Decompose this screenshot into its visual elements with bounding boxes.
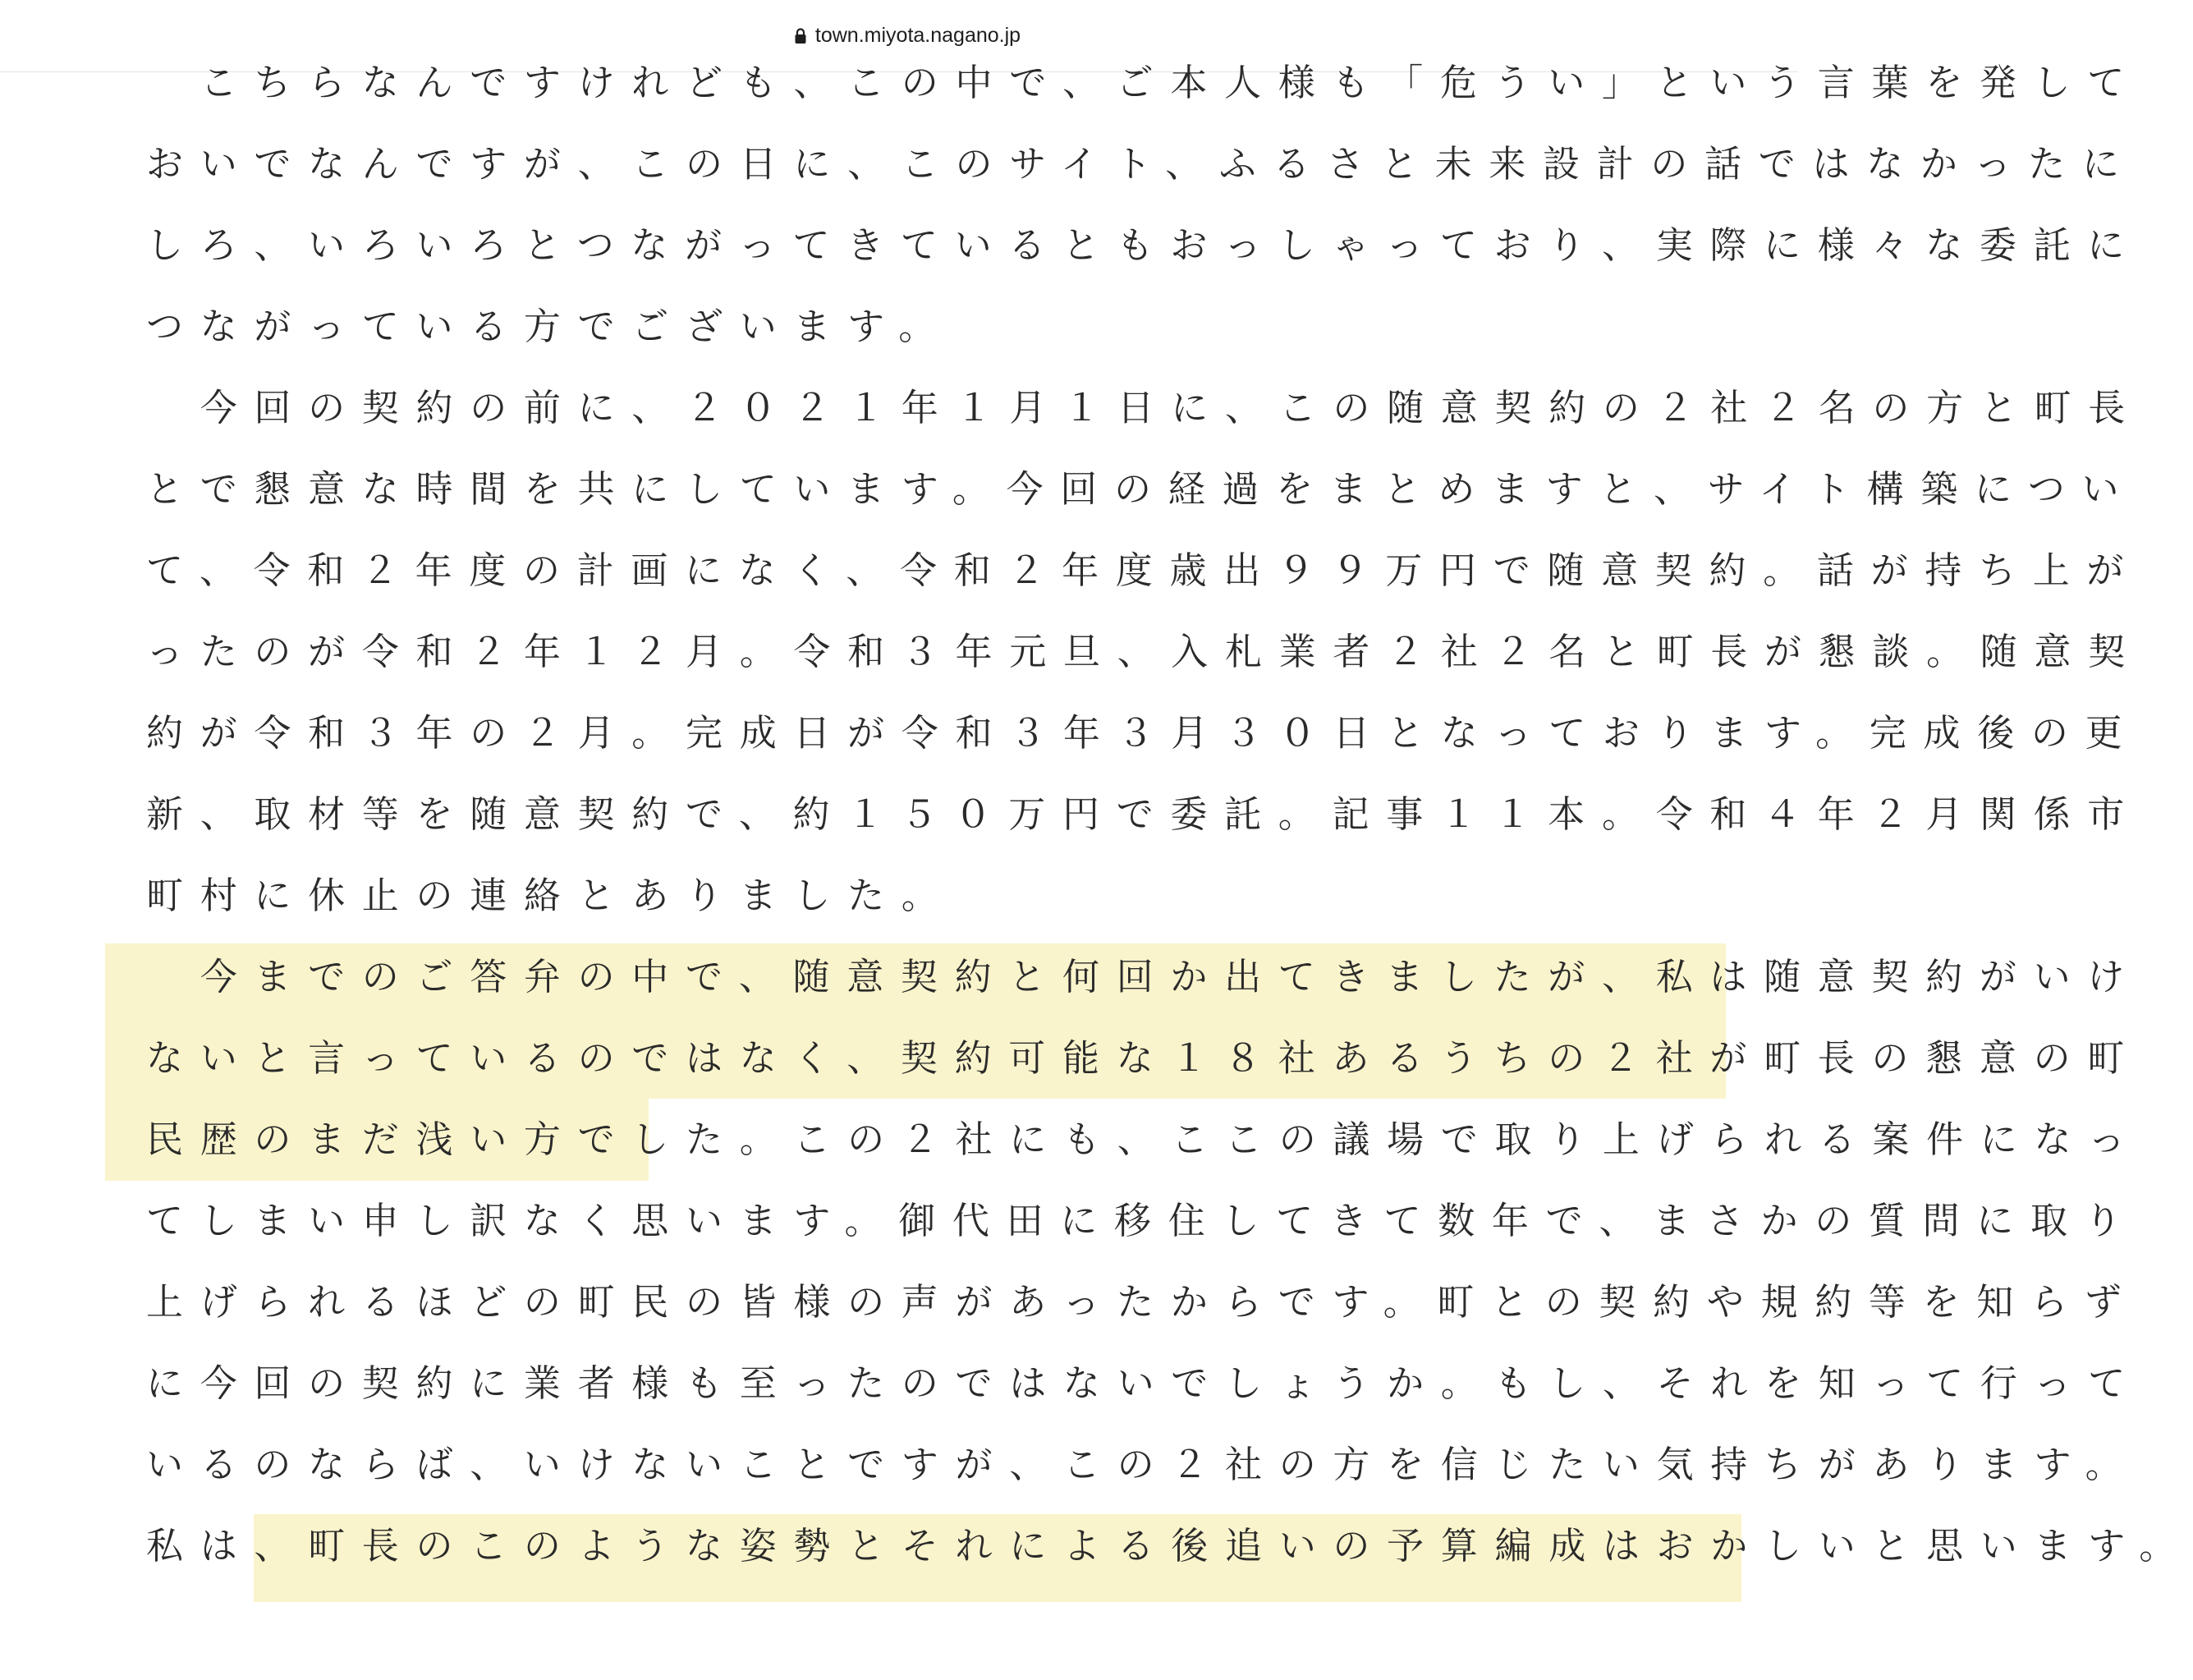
text-line: 町村に休止の連絡とありました。 xyxy=(146,874,956,917)
text-line: おいでなんですが、この日に、このサイト、ふるさと未来設計の話ではなかったに xyxy=(146,142,2136,186)
text-line: て、令和２年度の計画になく、令和２年度歳出９９万円で随意契約。話が持ち上が xyxy=(146,549,2141,592)
text-line: 私は、町長のこのような姿勢とそれによる後追いの予算編成はおかしいと思います。 xyxy=(146,1524,2193,1568)
text-line: に今回の契約に業者様も至ったのではないでしょうか。もし、それを知って行って xyxy=(146,1361,2142,1405)
text-line: 新、取材等を随意契約で、約１５０万円で委託。記事１１本。令和４年２月関係市 xyxy=(146,792,2142,836)
text-line: 今回の契約の前に、２０２１年１月１日に、この随意契約の２社２名の方と町長 xyxy=(146,386,2142,429)
text-line: こちらなんですけれども、この中で、ご本人様も「危うい」という言葉を発して xyxy=(146,61,2142,104)
text-line: 民歴のまだ浅い方でした。この２社にも、ここの議場で取り上げられる案件になっ xyxy=(146,1118,2142,1161)
url-display[interactable] xyxy=(794,24,1021,48)
text-line: とで懇意な時間を共にしています。今回の経過をまとめますと、サイト構築につい xyxy=(146,467,2136,511)
text-line: 今までのご答弁の中で、随意契約と何回か出てきましたが、私は随意契約がいけ xyxy=(146,955,2142,998)
text-line: 上げられるほどの町民の皆様の声があったからです。町との契約や規約等を知らず xyxy=(146,1280,2139,1324)
text-line: つながっている方でございます。 xyxy=(146,305,952,348)
text-line: ないと言っているのではなく、契約可能な１８社あるうちの２社が町長の懇意の町 xyxy=(146,1036,2142,1080)
text-line: しろ、いろいろとつながってきているともおっしゃっており、実際に様々な委託に xyxy=(146,223,2142,267)
url-text: town.miyota.nagano.jp xyxy=(814,24,1021,47)
text-line: いるのならば、いけないことですが、この２社の方を信じたい気持ちがあります。 xyxy=(146,1443,2140,1486)
text-line: 約が令和３年の２月。完成日が令和３年３月３０日となっております。完成後の更 xyxy=(146,711,2140,755)
text-line: てしまい申し訳なく思います。御代田に移住してきて数年で、まさかの質問に取り xyxy=(146,1199,2139,1242)
lock-icon xyxy=(794,28,807,44)
text-line: ったのが令和２年１２月。令和３年元旦、入札業者２社２名と町長が懇談。随意契 xyxy=(146,630,2142,673)
